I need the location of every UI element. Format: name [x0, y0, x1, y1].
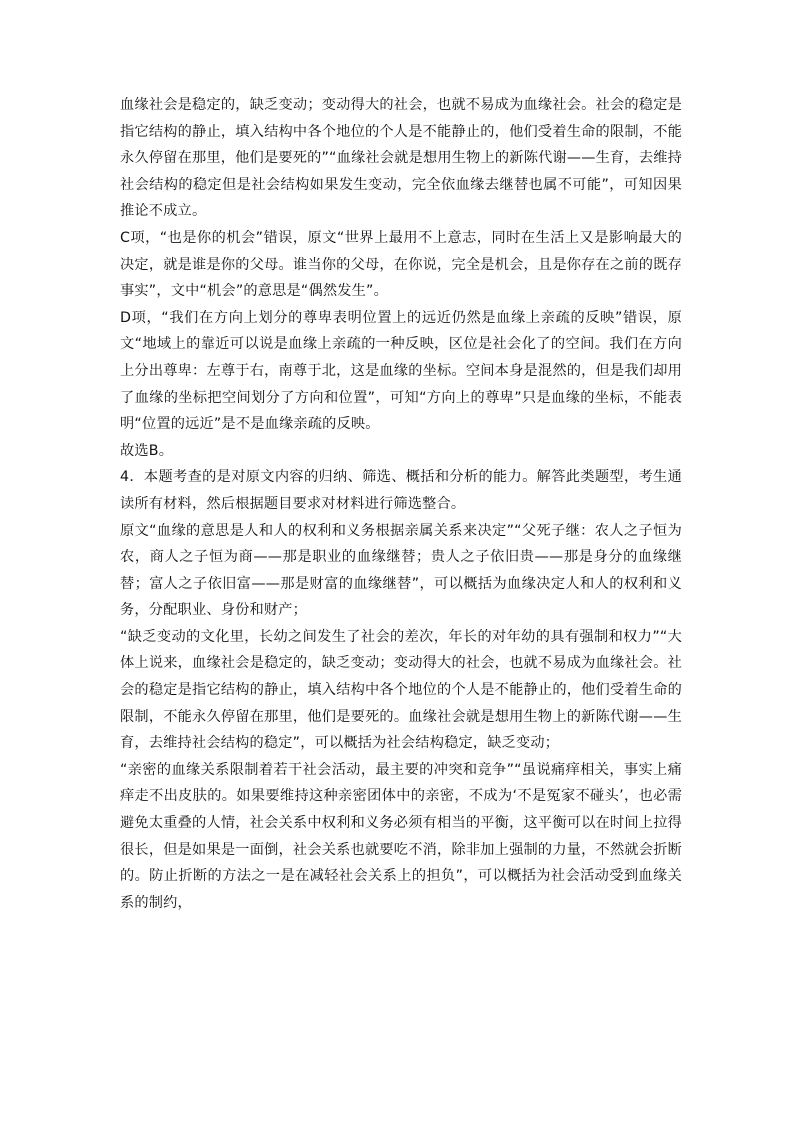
paragraph: D项，“我们在方向上划分的尊卑表明位置上的远近仍然是血缘上亲疏的反映”错误，原文“地域上的靠近可以说是血缘上亲疏的一种反映，区位是社会化了的空间。我们在方向上分出尊卑：左尊于右，南尊于北，这是血缘的坐标。空间本身是混然的，但是我们却用了血缘的坐标把空间划分了方向和位置”，可知“方向上的尊卑”只是血缘的坐标，不能表明“位置的远近”是不是血缘亲疏的反映。 — [120, 309, 682, 433]
paragraph: C项，“也是你的机会”错误，原文“世界上最用不上意志，同时在生活上又是影响最大的决定，就是谁是你的父母。谁当你的父母，在你说，完全是机会，且是你存在之前的既存事实”，文中“机会”的意思是“偶然发生”。 — [120, 229, 682, 300]
paragraph: 原文“血缘的意思是人和人的权利和义务根据亲属关系来决定”“父死子继：农人之子恒为农，商人之子恒为商——那是职业的血缘继替；贵人之子依旧贵——那是身分的血缘继替；富人之子依旧富——那是财富的血缘继替”，可以概括为血缘决定人和人的权利和义务，分配职业、身份和财产； — [120, 522, 682, 619]
paragraph: 血缘社会是稳定的，缺乏变动；变动得大的社会，也就不易成为血缘社会。社会的稳定是指它结构的静止，填入结构中各个地位的个人是不能静止的，他们受着生命的限制，不能永久停留在那里，他们是要死的”“血缘社会就是想用生物上的新陈代谢——生育，去维持社会结构的稳定但是社会结构如果发生变动，完全依血缘去继替也属不可能”，可知因果推论不成立。 — [120, 97, 682, 220]
document-page — [120, 92, 682, 916]
paragraph: 4．本题考查的是对原文内容的归纳、筛选、概括和分析的能力。解答此类题型，考生通读所有材料，然后根据题目要求对材料进行筛选整合。 — [120, 469, 682, 512]
paragraph: 故选B。 — [120, 442, 174, 459]
paragraph: “亲密的血缘关系限制着若干社会活动，最主要的冲突和竞争”“虽说痛痒相关，事实上痛痒走不出皮肤的。如果要维持这种亲密团体中的亲密，不成为‘不是冤家不碰头’，也必需避免太重叠的人情，社会关系中权利和义务必须有相当的平衡，这平衡可以在时间上拉得很长，但是如果是一面倒，社会关系也就要吃不消，除非加上强制的力量，不然就会折断的。防止折断的方法之一是在减轻社会关系上的担负”，可以概括为社会活动受到血缘关系的制约， — [120, 761, 682, 911]
paragraph: “缺乏变动的文化里，长幼之间发生了社会的差次，年长的对年幼的具有强制和权力”“大体上说来，血缘社会是稳定的，缺乏变动；变动得大的社会，也就不易成为血缘社会。社会的稳定是指它结构的静止，填入结构中各个地位的个人是不能静止的，他们受着生命的限制，不能永久停留在那里，他们是要死的。血缘社会就是想用生物上的新陈代谢——生育，去维持社会结构的稳定”，可以概括为社会结构稳定，缺乏变动； — [120, 628, 682, 752]
